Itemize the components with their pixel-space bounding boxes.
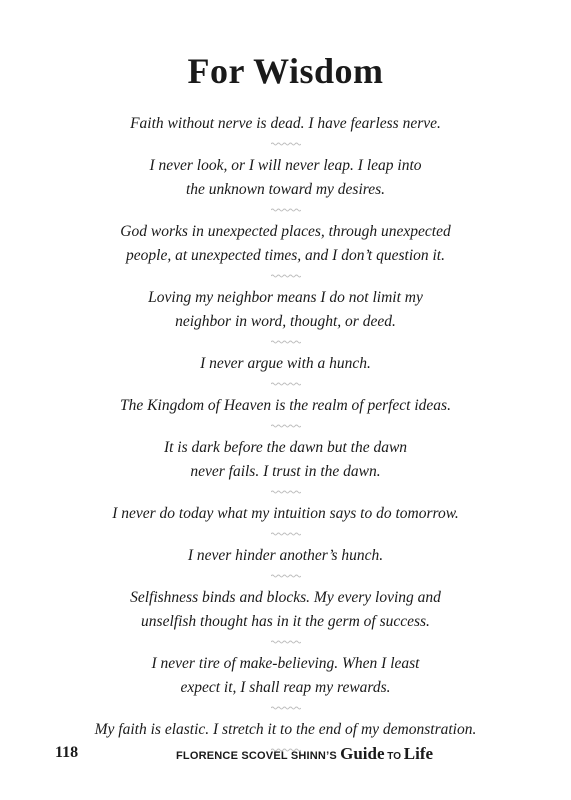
separator-ornament bbox=[271, 706, 301, 710]
separator-ornament bbox=[271, 532, 301, 536]
separator-ornament bbox=[271, 424, 301, 428]
affirmation: Loving my neighbor means I do not limit my neighbor in word, thought, or deed. bbox=[148, 289, 423, 330]
affirmation: Faith without nerve is dead. I have fearless nerve. bbox=[130, 115, 441, 132]
separator-ornament bbox=[271, 274, 301, 278]
separator-ornament bbox=[271, 382, 301, 386]
separator-ornament bbox=[271, 490, 301, 494]
page-number: 118 bbox=[55, 744, 79, 761]
affirmation: I never hinder another’s hunch. bbox=[187, 547, 384, 564]
affirmation: I never argue with a hunch. bbox=[200, 355, 371, 372]
running-head-to: TO bbox=[384, 751, 404, 762]
page-title: For Wisdom bbox=[187, 51, 384, 91]
affirmation: God works in unexpected places, through unexpected people, at unexpected times, and I don’t question it. bbox=[120, 223, 451, 264]
separator-ornament bbox=[271, 640, 301, 644]
separator-ornament bbox=[271, 340, 301, 344]
affirmation-list bbox=[0, 112, 571, 760]
affirmation: The Kingdom of Heaven is the realm of perfect ideas. bbox=[120, 397, 451, 414]
separator-ornament bbox=[271, 574, 301, 578]
separator-ornament bbox=[271, 142, 301, 146]
affirmation: I never do today what my intuition says to do tomorrow. bbox=[112, 505, 459, 522]
running-head-life: Life bbox=[403, 744, 434, 763]
running-head-author: FLORENCE SCOVEL SHINN’S bbox=[176, 750, 341, 762]
affirmation: It is dark before the dawn but the dawn never fails. I trust in the dawn. bbox=[163, 439, 408, 480]
running-head bbox=[176, 744, 433, 764]
running-head-guide: Guide bbox=[340, 744, 385, 763]
affirmation: I never tire of make-believing. When I least expect it, I shall reap my rewards. bbox=[151, 655, 420, 696]
page-footer bbox=[0, 744, 571, 768]
separator-ornament bbox=[271, 208, 301, 212]
affirmation: My faith is elastic. I stretch it to the end of my demonstration. bbox=[94, 721, 477, 738]
affirmation: Selfishness binds and blocks. My every loving and unselfish thought has in it the germ of success. bbox=[130, 589, 441, 630]
affirmation: I never look, or I will never leap. I leap into the unknown toward my desires. bbox=[149, 157, 422, 198]
